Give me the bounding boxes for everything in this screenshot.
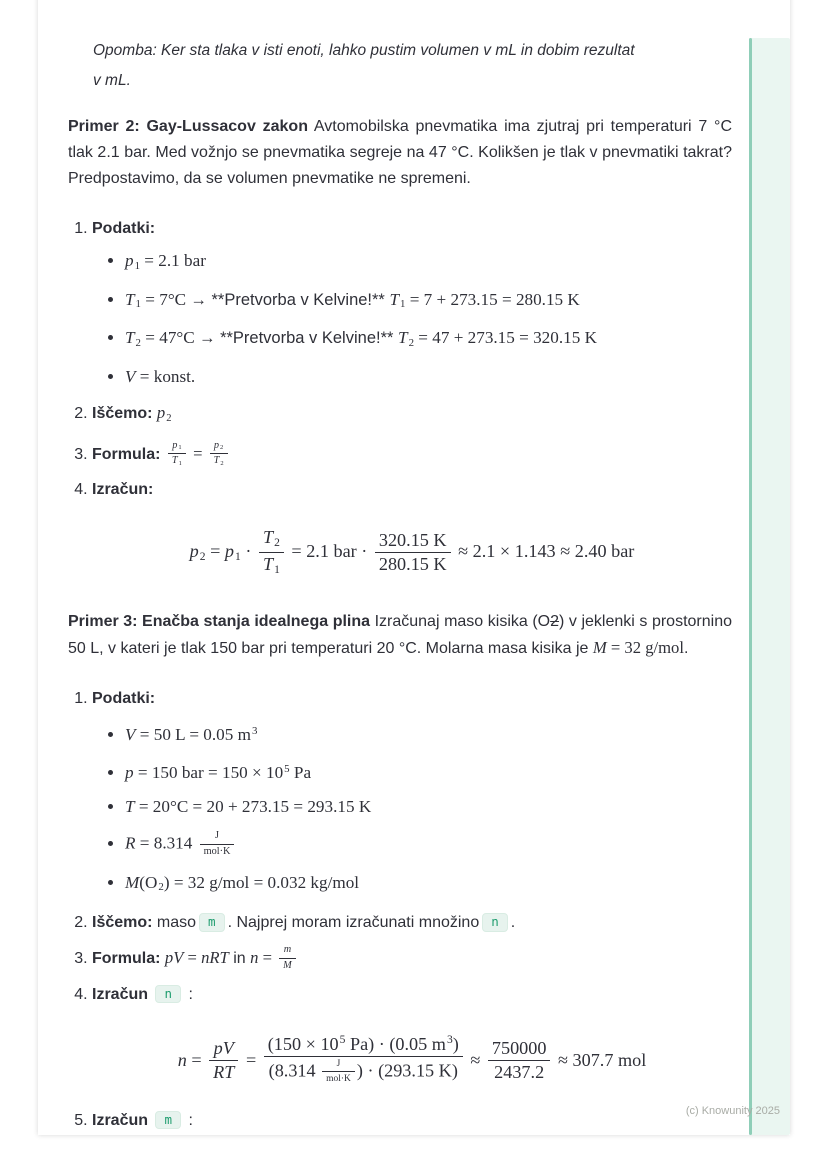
inline-math: $\frac{p1}{T1}$ = $\frac{p2}{T2}$: [165, 446, 231, 463]
step-item-iscemo: [92, 400, 732, 432]
fraction: $\frac{J}{\text{mol·K}}$: [322, 1057, 355, 1086]
primer2-steps-list: [72, 216, 732, 579]
inline-code-chip: n: [155, 985, 181, 1004]
primer3-steps-list: [72, 686, 732, 1133]
inline-text-with-chips: maso m . Najprej moram izračunati množino n .: [156, 914, 516, 932]
step-item-izracun: [92, 477, 732, 579]
fraction: $\frac{750000}{2437.2}$: [488, 1037, 551, 1085]
fraction: $\frac{m}{M}$: [279, 943, 296, 972]
primer2-intro-paragraph: Primer 2: Gay-Lussacov zakon Avtomobilska pnevmatika ima zjutraj pri temperaturi 7 °C tlak 2.1 bar. Med vožnjo se pnevmatika segreje na 47 °C. Kolikšen je tlak v pnevmatiki takrat? Predpostavimo, da se volumen pnevmatike ne spremeni.: [68, 118, 733, 187]
fraction: $\frac{p2}{T2}$: [210, 439, 228, 469]
data-item: • R = 8.314 $\frac{J}{\text{mol·K}}$: [125, 830, 732, 859]
primer3-equation: n = $\frac{pV}{RT}$ = ($150 \times 10^5$ Pa) · (0.05 $m^3$) (8.314 $\frac{J}{\text{mol·K}}$ ) · (293.15 K) ≈ $\frac{750000}{2437.2}$ ≈ 307.7 mol: [92, 1034, 732, 1090]
data-item: • p1 = 2.1 bar: [125, 250, 732, 277]
inline-code-chip: m: [155, 1111, 181, 1130]
step-label: Iščemo:: [92, 405, 153, 423]
document-content: [38, 0, 790, 1142]
step-label: Podatki:: [92, 220, 156, 237]
fraction: $\frac{T2}{T1}$: [259, 526, 284, 578]
primer3-data-list: [92, 720, 732, 898]
fraction: ($150 \times 10^5$ Pa) · (0.05 $m^3$) (8.314 $\frac{J}{\text{mol·K}}$ ) · (293.15 K): [264, 1033, 463, 1089]
fraction: $\frac{pV}{RT}$: [209, 1037, 238, 1085]
step-item-formula: [92, 440, 732, 470]
step-item-podatki: [92, 686, 732, 898]
step-label: Iščemo:: [92, 914, 153, 932]
step-item-iscemo: [92, 910, 732, 936]
fraction: $\frac{320.15 K}{280.15 K}$: [375, 529, 451, 577]
step-item-izracun-n: [92, 982, 732, 1090]
data-item: • V = konst.: [125, 366, 732, 388]
document-page: [38, 0, 790, 1135]
step-label: Izračun:: [92, 481, 154, 499]
data-item: • T2 = 47°C → **Pretvorba v Kelvine!** T2 = 47 + 273.15 = 320.15 K: [125, 327, 732, 354]
inline-text-with-chips: n :: [152, 986, 192, 1003]
inline-code-chip: n: [482, 913, 508, 932]
data-item: • p = 150 bar = $150 \times 10^5$ Pa: [125, 758, 732, 784]
data-item: • V = 50 L = 0.05 $m^3$: [125, 720, 732, 746]
inline-code-chip: m: [199, 913, 225, 932]
data-item: • T = 20°C = 20 + 273.15 = 293.15 K: [125, 796, 732, 818]
step-item-izracun-m: [92, 1108, 732, 1134]
step-label: Izračun: [92, 1111, 149, 1129]
data-item: • T1 = 7°C → **Pretvorba v Kelvine!** T1 = 7 + 273.15 = 280.15 K: [125, 289, 732, 316]
data-item: • M(O2) = 32 g/mol = 0.032 kg/mol: [125, 872, 732, 899]
note-blockquote: Opomba: Ker sta tlaka v isti enoti, lahko pustim volumen v mL in dobim rezultat v mL.: [93, 42, 635, 89]
inline-math: p2: [156, 403, 172, 424]
step-item-podatki: [92, 216, 732, 388]
fraction: $\frac{p1}{T1}$: [168, 439, 186, 469]
primer3-intro-paragraph: Primer 3: Enačba stanja idealnega plina Izračunaj maso kisika (O2) v jeklenki s prostornino 50 L, v kateri je tlak 150 bar pri temperaturi 20 °C. Molarna masa kisika je M = 32 g/mol.: [68, 613, 732, 658]
primer2-equation: p2 = p1 · $\frac{T2}{T1}$ = 2.1 bar · $\frac{320.15 K}{280.15 K}$ ≈ 2.1 × 1.143 ≈ 2.40 bar: [92, 527, 732, 579]
copyright-footer: (c) Knowunity 2025: [685, 1105, 780, 1117]
inline-math: pV = nRT in n = $\frac{m}{M}$: [165, 950, 299, 967]
step-label: Podatki:: [92, 690, 156, 708]
primer2-data-list: [92, 250, 732, 388]
step-label: Formula:: [92, 445, 161, 463]
step-item-formula: [92, 944, 732, 973]
step-label: Izračun: [92, 985, 149, 1003]
fraction: $\frac{J}{\text{mol·K}}$: [200, 829, 235, 858]
inline-text-with-chips: m :: [152, 1112, 192, 1129]
step-label: Formula:: [92, 950, 161, 968]
